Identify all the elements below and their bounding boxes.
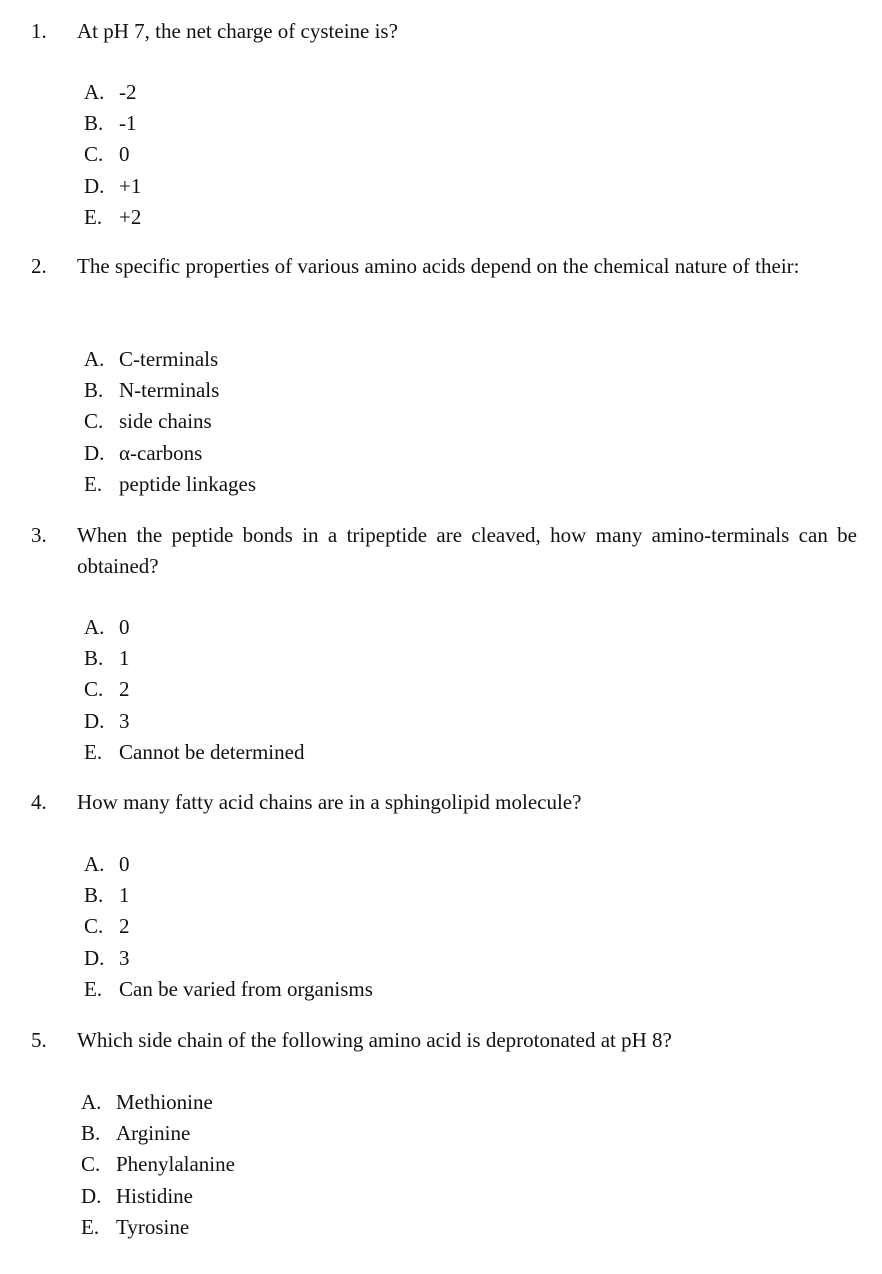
question-text: At pH 7, the net charge of cysteine is? xyxy=(77,19,398,43)
question-number: 4. xyxy=(31,790,47,814)
option-text: α-carbons xyxy=(119,440,203,465)
question-text: When the peptide bonds in a tripeptide are cleaved, how many amino-terminals can be obtained? xyxy=(77,523,857,578)
answer-options xyxy=(84,849,373,1005)
answer-option-c xyxy=(84,406,256,437)
option-text: 2 xyxy=(119,914,130,939)
option-letter: A. xyxy=(84,615,105,639)
option-letter: D. xyxy=(84,708,105,733)
question-text: How many fatty acid chains are in a sphingolipid molecule? xyxy=(77,790,582,814)
option-letter: D. xyxy=(81,1183,102,1208)
option-letter: C. xyxy=(84,409,104,434)
option-text: Cannot be determined xyxy=(119,739,305,764)
answer-option-b xyxy=(84,108,141,139)
question-number: 2. xyxy=(31,254,47,278)
answer-option-e xyxy=(81,1212,235,1243)
option-letter: B. xyxy=(84,378,104,403)
answer-option-d xyxy=(84,706,304,737)
answer-option-d xyxy=(84,171,141,202)
option-text: Arginine xyxy=(116,1121,191,1146)
answer-option-b xyxy=(84,880,373,911)
option-text: Can be varied from organisms xyxy=(119,976,373,1001)
option-text: 1 xyxy=(119,646,130,671)
answer-option-e xyxy=(84,737,304,768)
answer-option-b xyxy=(84,643,304,674)
option-text: Histidine xyxy=(116,1183,193,1208)
option-text: Tyrosine xyxy=(116,1214,190,1239)
answer-option-c xyxy=(84,139,141,170)
answer-option-b xyxy=(81,1118,235,1149)
option-text: C-terminals xyxy=(119,347,219,371)
answer-options xyxy=(84,344,256,500)
answer-option-e xyxy=(84,974,373,1005)
option-text: 3 xyxy=(119,708,130,733)
option-text: +2 xyxy=(119,204,142,229)
option-letter: A. xyxy=(84,347,105,371)
option-letter: E. xyxy=(84,204,103,229)
answer-options xyxy=(84,77,141,233)
answer-option-e xyxy=(84,202,141,233)
answer-option-d xyxy=(81,1181,235,1212)
option-text: -2 xyxy=(119,80,137,104)
answer-option-d xyxy=(84,943,373,974)
option-letter: A. xyxy=(84,852,105,876)
option-letter: B. xyxy=(81,1121,101,1146)
answer-options xyxy=(84,612,304,768)
option-text: side chains xyxy=(119,409,212,434)
question-text: Which side chain of the following amino acid is deprotonated at pH 8? xyxy=(77,1028,672,1052)
option-text: 0 xyxy=(119,142,130,167)
answer-option-a xyxy=(84,849,373,880)
answer-option-c xyxy=(84,911,373,942)
option-letter: A. xyxy=(84,80,105,104)
option-letter: D. xyxy=(84,945,105,970)
option-letter: B. xyxy=(84,646,104,671)
option-text: -1 xyxy=(119,111,137,136)
answer-option-a xyxy=(84,344,256,375)
question-text: The specific properties of various amino acids depend on the chemical nature of their: xyxy=(77,254,800,278)
option-text: Phenylalanine xyxy=(116,1152,235,1177)
answer-option-c xyxy=(81,1149,235,1180)
answer-option-c xyxy=(84,674,304,705)
answer-option-e xyxy=(84,469,256,500)
answer-option-a xyxy=(84,77,141,108)
option-text: 2 xyxy=(119,677,130,702)
option-letter: C. xyxy=(84,914,104,939)
option-letter: C. xyxy=(84,677,104,702)
option-letter: E. xyxy=(81,1214,100,1239)
option-text: 1 xyxy=(119,883,130,908)
answer-option-d xyxy=(84,438,256,469)
answer-option-a xyxy=(81,1087,235,1118)
question-number: 5. xyxy=(31,1028,47,1052)
option-letter: E. xyxy=(84,976,103,1001)
answer-option-a xyxy=(84,612,304,643)
option-text: 3 xyxy=(119,945,130,970)
answer-option-b xyxy=(84,375,256,406)
option-text: +1 xyxy=(119,173,142,198)
question-number: 1. xyxy=(31,19,47,43)
option-letter: A. xyxy=(81,1090,102,1114)
option-letter: B. xyxy=(84,883,104,908)
option-text: Methionine xyxy=(116,1090,213,1114)
question-number: 3. xyxy=(31,523,47,547)
option-letter: C. xyxy=(81,1152,101,1177)
option-letter: D. xyxy=(84,173,105,198)
answer-options xyxy=(81,1087,235,1243)
option-letter: D. xyxy=(84,440,105,465)
option-text: N-terminals xyxy=(119,378,220,403)
option-text: 0 xyxy=(119,852,130,876)
option-text: peptide linkages xyxy=(119,471,257,496)
option-letter: E. xyxy=(84,471,103,496)
option-letter: E. xyxy=(84,739,103,764)
option-text: 0 xyxy=(119,615,130,639)
option-letter: C. xyxy=(84,142,104,167)
option-letter: B. xyxy=(84,111,104,136)
